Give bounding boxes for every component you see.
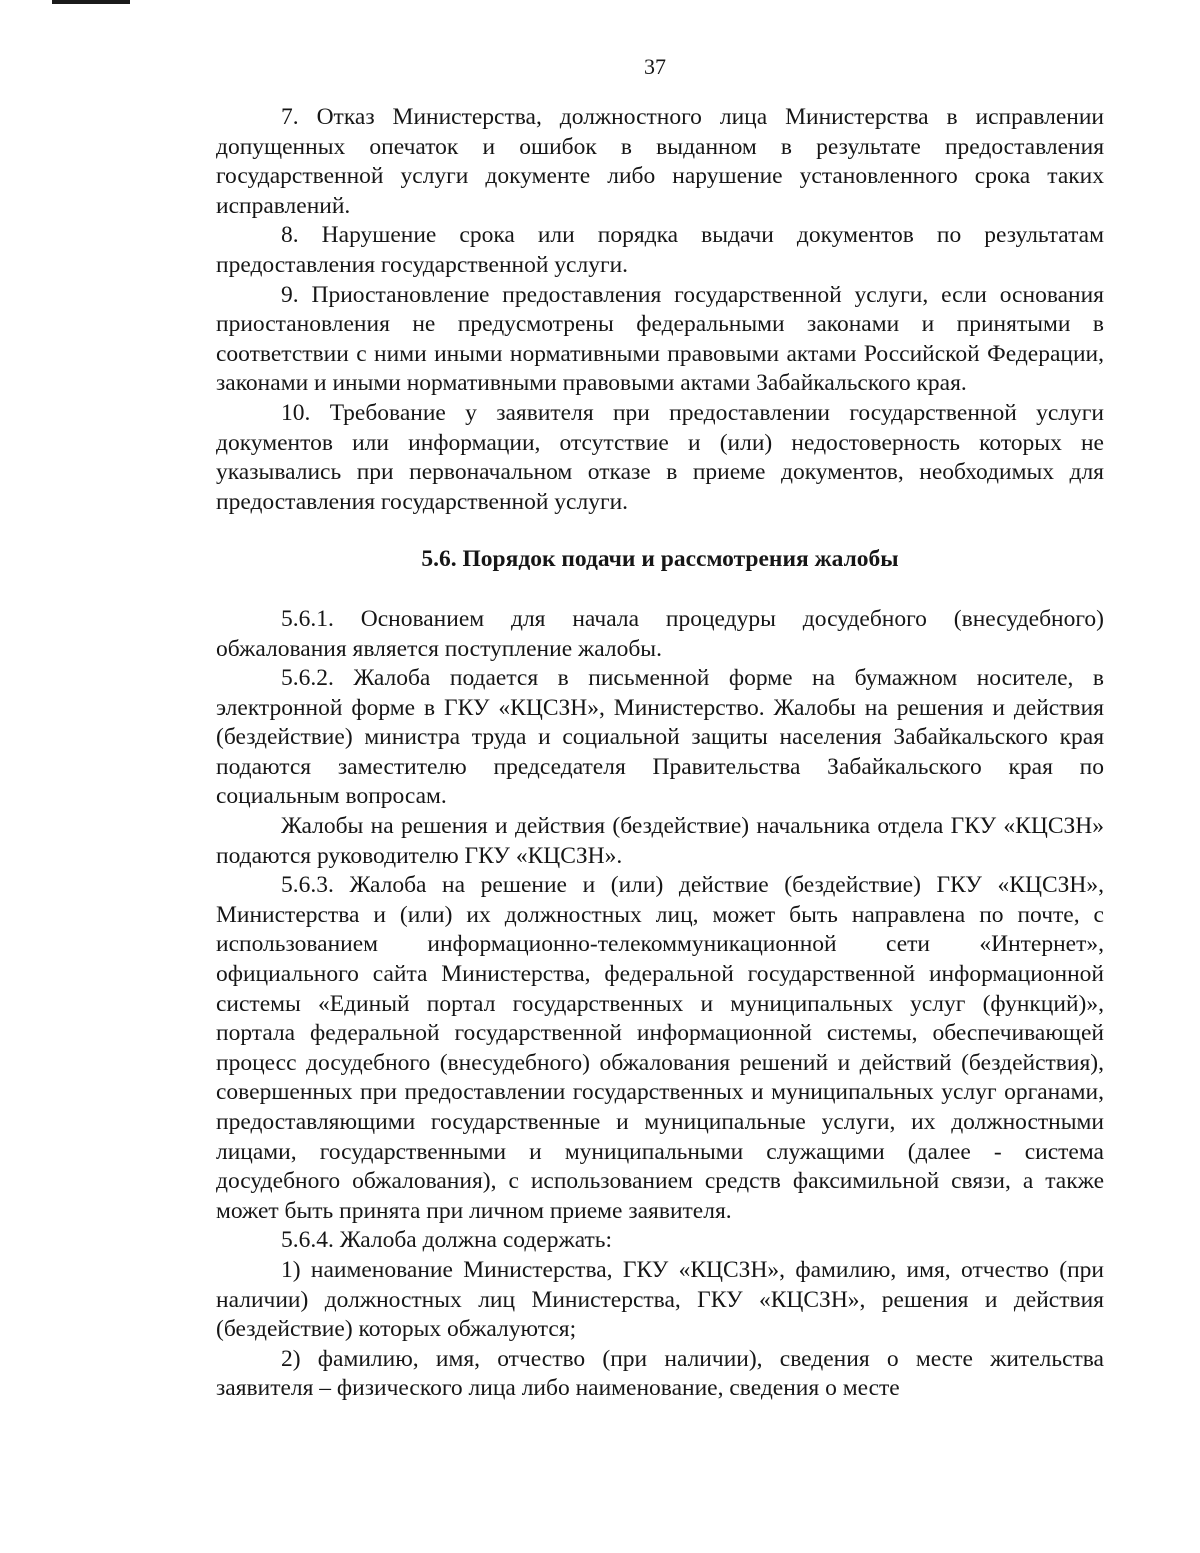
paragraph-item-8: 8. Нарушение срока или порядка выдачи документов по результатам предоставления государственной услуги. [216, 222, 1104, 278]
paragraph-item-9: 9. Приостановление предоставления государственной услуги, если основания приостановления не предусмотрены федеральными законами и принятыми в соответствии с ними иными нормативными правовыми актами Российской Федерации, законами и иными нормативными правовыми актами Забайкальского края. [216, 281, 1104, 397]
paragraph-complaints-head: Жалобы на решения и действия (бездействие) начальника отдела ГКУ «КЦСЗН» подаются руководителю ГКУ «КЦСЗН». [216, 813, 1104, 869]
document-body [216, 103, 1104, 1404]
section-heading: 5.6. Порядок подачи и рассмотрения жалобы [421, 546, 899, 573]
page-number: 37 [644, 54, 666, 79]
paragraph-list-item-1: 1) наименование Министерства, ГКУ «КЦСЗН», фамилию, имя, отчество (при наличии) должностных лиц Министерства, ГКУ «КЦСЗН», решения и действия (бездействие) которых обжалуются; [216, 1256, 1104, 1343]
paragraph-5-6-3: 5.6.3. Жалоба на решение и (или) действие (бездействие) ГКУ «КЦСЗН», Министерства и (или) их должностных лиц, может быть направлена по почте, с использованием информационно-телекоммуникационной сети «Интернет», официального сайта Министерства, федеральной государственной информационной системы «Единый портал государственных и муниципальных услуг (функций)», портала федеральной государственной информационной системы, обеспечивающей процесс досудебного (внесудебного) обжалования решений и действий (бездействия), совершенных при предоставлении государственных и муниципальных услуг органами, предоставляющими государственные и муниципальные услуги, их должностными лицами, государственными и муниципальными служащими (далее - система досудебного обжалования), с использованием средств факсимильной связи, а также может быть принята при личном приеме заявителя. [216, 872, 1104, 1224]
paragraph-item-7: 7. Отказ Министерства, должностного лица Министерства в исправлении допущенных опечаток и ошибок в выданном в результате предоставления государственной услуги документе либо нарушение установленного срока таких исправлений. [216, 104, 1104, 219]
paragraph-list-item-2: 2) фамилию, имя, отчество (при наличии), сведения о месте жительства заявителя – физического лица либо наименование, сведения о месте [216, 1345, 1104, 1402]
scan-edge-mark [52, 0, 130, 4]
paragraph-5-6-2: 5.6.2. Жалоба подается в письменной форме на бумажном носителе, в электронной форме в ГКУ «КЦСЗН», Министерство. Жалобы на решения и действия (бездействие) министра труда и социальной защиты населения Забайкальского края подаются заместителю председателя Правительства Забайкальского края по социальным вопросам. [216, 665, 1104, 810]
paragraph-item-10: 10. Требование у заявителя при предоставлении государственной услуги документов или информации, отсутствие и (или) недостоверность которых не указывались при первоначальном отказе в приеме документов, необходимых для предоставления государственной услуги. [216, 399, 1104, 515]
paragraph-5-6-4: 5.6.4. Жалоба должна содержать: [281, 1227, 613, 1254]
paragraph-5-6-1: 5.6.1. Основанием для начала процедуры досудебного (внесудебного) обжалования является поступление жалобы. [216, 605, 1104, 662]
